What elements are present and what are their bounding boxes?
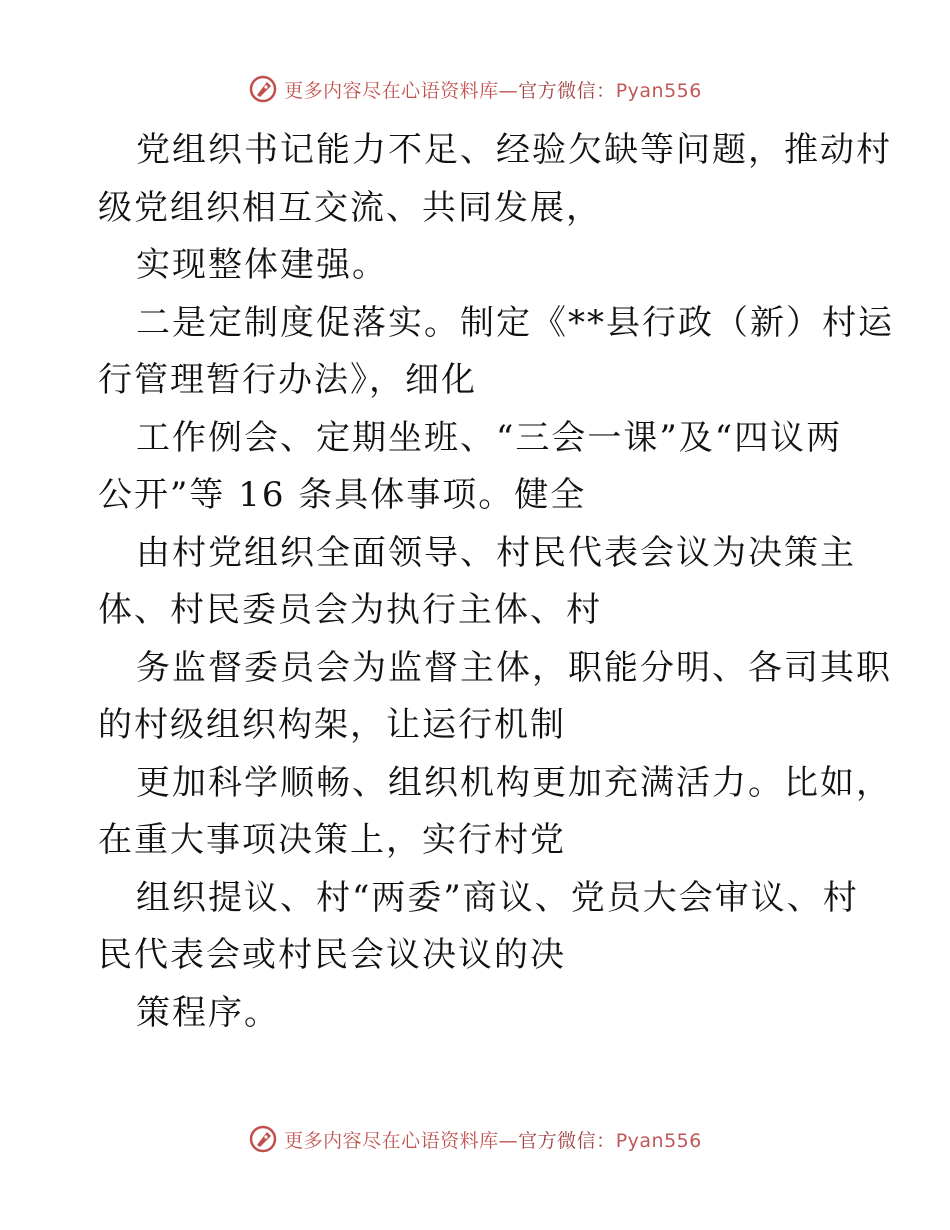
paragraph-line: 工作例会、定期坐班、“三会一课”及“四议两 bbox=[136, 417, 843, 458]
paragraph-line: 更加科学顺畅、组织机构更加充满活力。比如， bbox=[136, 762, 892, 803]
paragraph-line: 策程序。 bbox=[136, 992, 280, 1033]
paragraph-line: 党组织书记能力不足、经验欠缺等问题，推动村 bbox=[136, 130, 892, 170]
paragraph-line: 级党组织相互交流、共同发展， bbox=[98, 187, 602, 228]
paragraph-line: 行管理暂行办法》，细化 bbox=[98, 360, 477, 400]
paragraph-line: 体、村民委员会为执行主体、村 bbox=[98, 590, 602, 630]
paragraph-line: 组织提议、村“两委”商议、党员大会审议、村 bbox=[136, 877, 859, 918]
paragraph-line: 在重大事项决策上，实行村党 bbox=[98, 820, 566, 860]
paragraph-line: 民代表会或村民会议决议的决 bbox=[98, 935, 566, 975]
watermark-text: 更多内容尽在心语资料库—官方微信：Pyan556 bbox=[284, 1129, 702, 1152]
paragraph-line: 务监督委员会为监督主体，职能分明、各司其职 bbox=[136, 647, 892, 688]
pen-nib-logo-icon bbox=[248, 74, 278, 104]
pen-nib-logo-icon bbox=[248, 1124, 278, 1154]
paragraph-line: 由村党组织全面领导、村民代表会议为决策主 bbox=[136, 532, 856, 573]
footer-watermark bbox=[0, 1124, 950, 1154]
paragraph-line: 二是定制度促落实。制定《**县行政（新）村运 bbox=[136, 302, 894, 343]
document-body bbox=[98, 122, 894, 1042]
header-watermark bbox=[0, 74, 950, 104]
paragraph-line: 实现整体建强。 bbox=[136, 245, 388, 285]
watermark-text: 更多内容尽在心语资料库—官方微信：Pyan556 bbox=[284, 79, 702, 102]
paragraph-line: 公开”等 16 条具体事项。健全 bbox=[98, 475, 587, 515]
paragraph-line: 的村级组织构架，让运行机制 bbox=[98, 705, 566, 745]
